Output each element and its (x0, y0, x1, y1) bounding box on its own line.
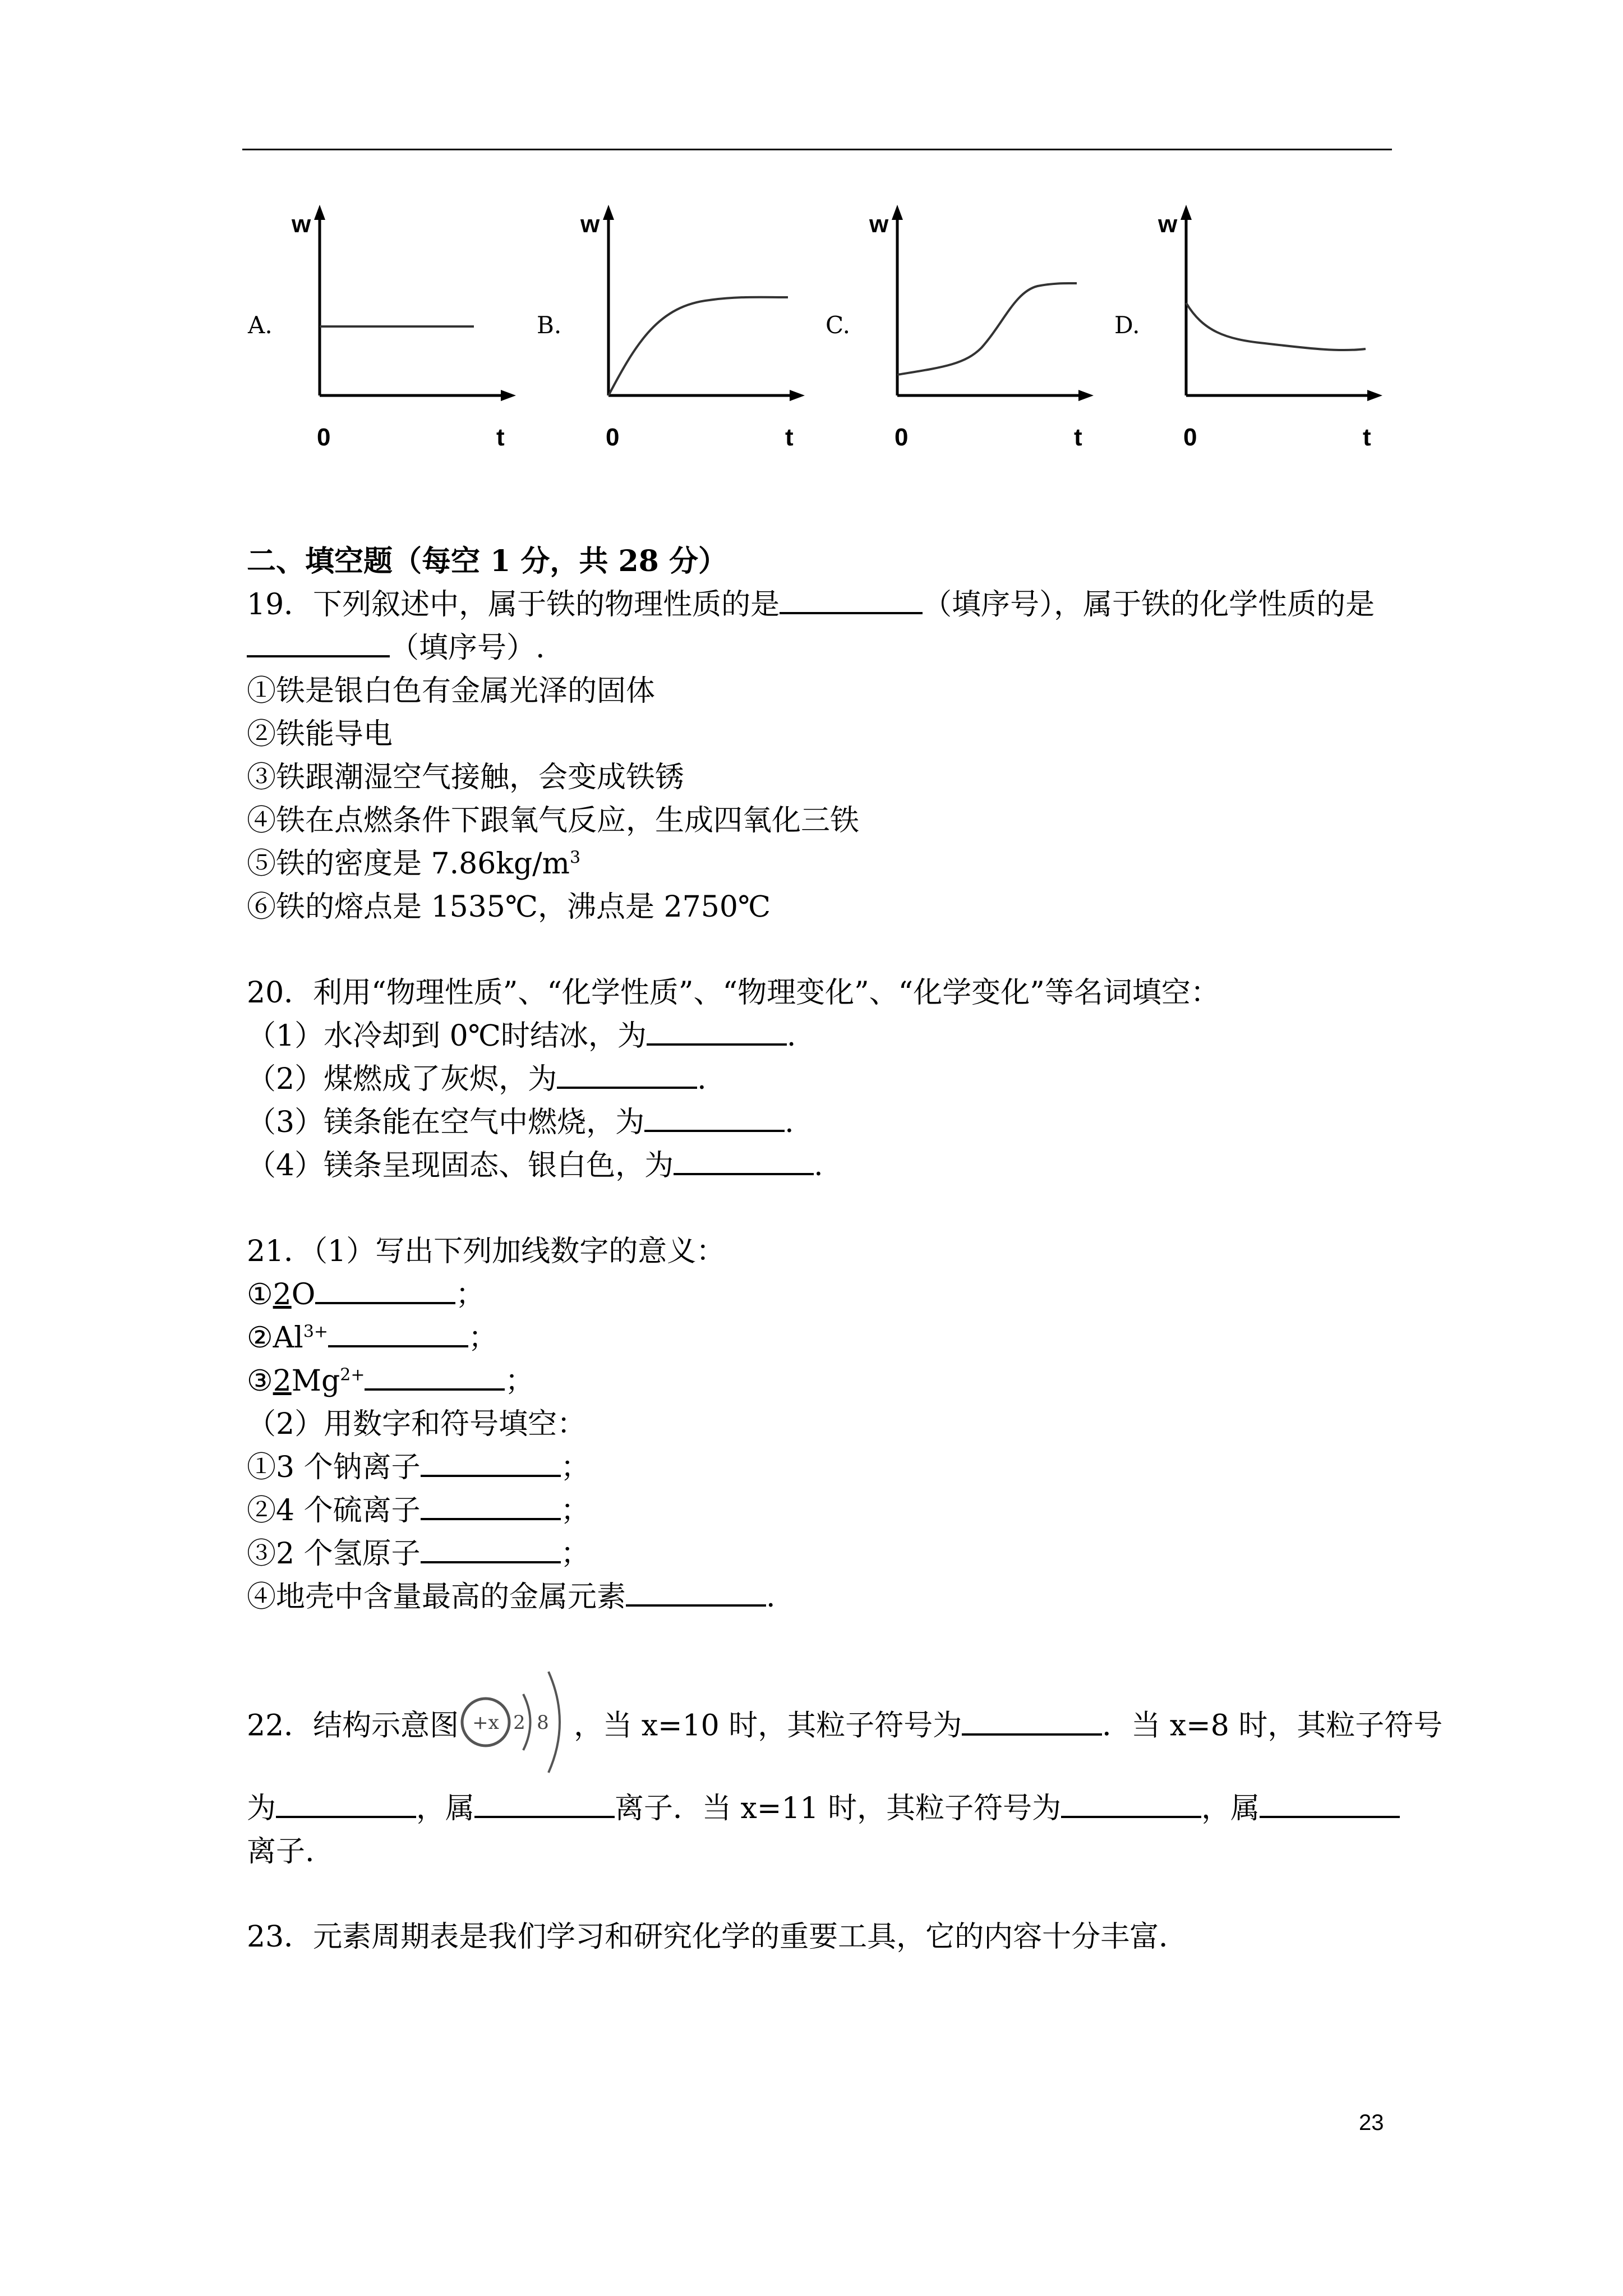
q20-blank-4[interactable] (674, 1146, 814, 1175)
q22-blank-3[interactable] (474, 1789, 615, 1818)
svg-text:+x: +x (472, 1711, 500, 1734)
x-axis-label: t (1363, 424, 1371, 451)
header-rule (242, 149, 1392, 150)
q22-line-1: 22．结构示意图 +x 2 8 ，当 x=10 时，其粒子符号为 ．当 x=8 时，其粒子符号 (247, 1700, 1442, 1756)
q20-blank-2[interactable] (557, 1060, 697, 1089)
y-axis-label: w (869, 210, 889, 238)
q19-item-1: ①铁是银白色有金属光泽的固体 (247, 674, 656, 708)
q21-part1-item-2: $②Al^{3+}$ ； (247, 1317, 497, 1359)
q20-item-3: （3）镁条能在空气中燃烧，为 . (247, 1101, 794, 1144)
option-label: D. (1114, 311, 1140, 339)
q19-blank-physical[interactable] (780, 585, 923, 614)
q21-blank-6[interactable] (421, 1534, 561, 1563)
q21-part1-item-1: ①2O ； (247, 1273, 485, 1316)
q22-blank-5[interactable] (1260, 1789, 1400, 1818)
origin-label: 0 (895, 424, 909, 451)
graph-b-curve (608, 297, 788, 395)
q20-stem: 20．利用“物理性质”、“化学性质”、“物理变化”、“化学变化”等名词填空： (247, 976, 1220, 1010)
q20-blank-3[interactable] (644, 1103, 785, 1132)
q19-stem-b: （填序号），属于铁的化学性质的是 (923, 588, 1375, 622)
q21-blank-2[interactable] (328, 1318, 468, 1347)
q19-item-6: ⑥铁的熔点是 1535℃，沸点是 2750℃ (247, 890, 771, 924)
q21-blank-3[interactable] (365, 1361, 505, 1391)
q19-item-5: ⑤铁的密度是 $7.86kg/m^3$ (247, 847, 581, 881)
graph-option-a (236, 196, 527, 460)
origin-label: 0 (1183, 424, 1197, 451)
origin-label: 0 (606, 424, 620, 451)
graph-option-d (1102, 196, 1394, 460)
q21-stem-1: 21．（1）写出下列加线数字的意义： (247, 1235, 726, 1268)
q19-item-4: ④铁在点燃条件下跟氧气反应，生成四氧化三铁 (247, 804, 860, 838)
y-axis-label: w (580, 210, 600, 238)
q19-stem-a: 19．下列叙述中，属于铁的物理性质的是 (247, 588, 780, 622)
q19-stem-line1 (247, 583, 1375, 626)
graph-d-curve (1186, 303, 1366, 350)
atom-structure-diagram (459, 1700, 574, 1756)
y-axis-label: w (1158, 210, 1178, 238)
page-number: 23 (1359, 2110, 1384, 2135)
q22-blank-2[interactable] (276, 1789, 416, 1818)
graph-option-c (813, 196, 1105, 460)
q19-blank-chemical[interactable] (247, 628, 390, 657)
q20-item-1: （1）水冷却到 0℃时结冰，为 . (247, 1015, 796, 1057)
q21-part2-item-3: ③2 个氢原子 ； (247, 1533, 590, 1575)
section-title: 二、填空题（每空 1 分，共 28 分） (247, 544, 727, 578)
graph-options (236, 196, 1413, 460)
svg-text:2: 2 (513, 1711, 525, 1734)
x-axis-label: t (1074, 424, 1082, 451)
q21-stem-2: （2）用数字和符号填空： (247, 1407, 587, 1441)
q19-stem-c: （填序号）. (390, 631, 545, 665)
x-axis-label: t (496, 424, 505, 451)
graph-c-curve (897, 283, 1077, 375)
q22-blank-4[interactable] (1061, 1789, 1201, 1818)
option-label: B. (537, 311, 562, 339)
q20-item-2: （2）煤燃成了灰烬，为 . (247, 1058, 707, 1101)
svg-text:8: 8 (537, 1711, 549, 1734)
graph-a-plot (236, 196, 527, 460)
q22-blank-1[interactable] (962, 1706, 1102, 1736)
q20-item-4: （4）镁条呈现固态、银白色，为 . (247, 1144, 823, 1187)
graph-d-plot (1102, 196, 1394, 460)
q21-blank-7[interactable] (626, 1577, 766, 1607)
origin-label: 0 (317, 424, 331, 451)
q19-stem-line2 (247, 627, 545, 669)
q23-stem: 23．元素周期表是我们学习和研究化学的重要工具，它的内容十分丰富． (247, 1920, 1188, 1954)
q21-part2-item-4: ④地壳中含量最高的金属元素 . (247, 1576, 776, 1618)
option-label: A. (248, 311, 273, 339)
graph-c-plot (813, 196, 1105, 460)
q19-item-3: ③铁跟潮湿空气接触，会变成铁锈 (247, 761, 685, 794)
graph-b-plot (524, 196, 816, 460)
q19-item-2: ②铁能导电 (247, 717, 393, 751)
q22-line-2: 为 ，属 离子．当 x=11 时，其粒子符号为 ，属 (247, 1787, 1400, 1830)
q21-blank-1[interactable] (315, 1275, 455, 1304)
q21-part2-item-1: ①3 个钠离子 ； (247, 1446, 590, 1489)
q21-blank-5[interactable] (421, 1491, 561, 1520)
option-label: C. (826, 311, 850, 339)
q20-blank-1[interactable] (647, 1016, 787, 1046)
q21-part2-item-2: ②4 个硫离子 ； (247, 1489, 590, 1532)
q21-blank-4[interactable] (421, 1448, 561, 1477)
x-axis-label: t (785, 424, 794, 451)
y-axis-label: w (292, 210, 311, 238)
q21-part1-item-3: $③2Mg^{2+}$ ； (247, 1360, 534, 1402)
q22-line-3: 离子. (247, 1835, 315, 1869)
graph-option-b (524, 196, 816, 460)
